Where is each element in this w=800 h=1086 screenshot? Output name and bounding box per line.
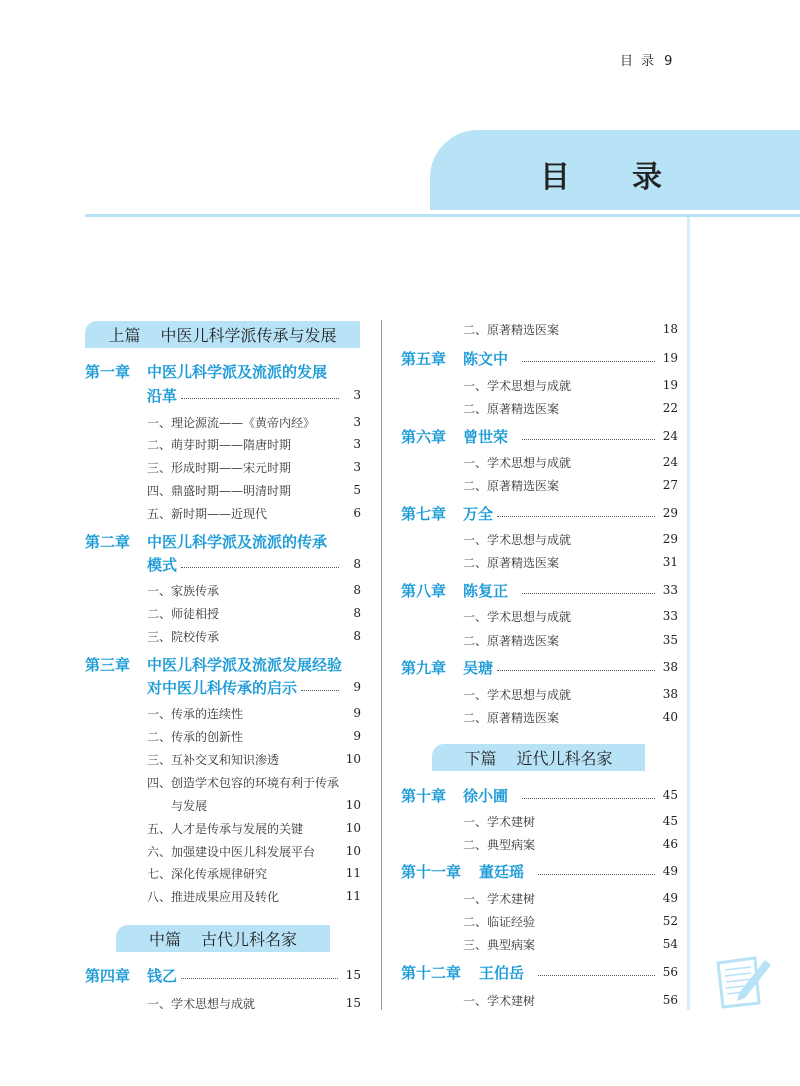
toc-section-entry[interactable] [171, 795, 361, 815]
toc-section-entry[interactable] [463, 707, 678, 727]
toc-section-entry[interactable] [463, 398, 678, 418]
toc-chapter-entry[interactable] [463, 657, 678, 677]
toc-section-entry[interactable] [463, 811, 678, 831]
page-number: 15 [345, 996, 361, 1010]
page-number: 45 [662, 814, 678, 828]
dot-leader [181, 398, 339, 399]
page-number: 8 [353, 583, 361, 597]
section-title: 二、师徒相授 [147, 606, 220, 621]
part-heading [85, 321, 360, 348]
section-title: 二、原著精选医案 [463, 710, 560, 725]
toc-section-entry[interactable] [463, 911, 678, 931]
page-number: 35 [662, 633, 678, 647]
section-title: 六、加强建设中医儿科发展平台 [147, 844, 316, 859]
toc-section-entry[interactable] [463, 375, 678, 395]
chapter-number: 第十二章 [401, 964, 462, 982]
page-number: 10 [345, 844, 361, 858]
chapter-title: 钱乙 [147, 966, 178, 985]
chapter-title: 徐小圃 [463, 786, 509, 805]
page-number: 56 [662, 993, 678, 1007]
section-title: 三、典型病案 [463, 937, 536, 952]
running-head-label: 目 录 [620, 54, 657, 69]
toc-chapter-entry[interactable] [479, 861, 678, 881]
page-number: 6 [353, 506, 361, 520]
chapter-number: 第三章 [85, 656, 131, 674]
toc-section-entry[interactable] [147, 603, 361, 623]
toc-section-entry[interactable] [463, 319, 678, 339]
toc-section-entry[interactable] [463, 834, 678, 854]
toc-section-entry[interactable] [463, 888, 678, 908]
toc-chapter-entry[interactable] [147, 361, 361, 381]
section-title: 二、原著精选医案 [463, 322, 560, 337]
part-title: 近代儿科名家 [516, 749, 613, 768]
dot-leader [522, 798, 655, 799]
chapter-number: 第七章 [401, 505, 447, 523]
page-number: 40 [662, 710, 678, 724]
page-number: 15 [345, 968, 361, 982]
chapter-title: 董廷瑶 [479, 862, 525, 881]
margin-rule [687, 217, 690, 1010]
toc-section-entry[interactable] [463, 475, 678, 495]
section-title: 二、原著精选医案 [463, 401, 560, 416]
page-number: 3 [353, 437, 361, 451]
toc-section-entry[interactable] [463, 684, 678, 704]
page-number: 11 [345, 889, 361, 903]
section-title: 一、学术思想与成就 [147, 996, 256, 1011]
part-title: 古代儿科名家 [201, 930, 298, 949]
page-number: 9 [353, 680, 361, 694]
page-number: 9 [353, 706, 361, 720]
page-number: 10 [345, 821, 361, 835]
running-head [620, 50, 682, 69]
part-heading [116, 925, 330, 952]
page-number: 10 [345, 752, 361, 766]
page-number: 45 [662, 788, 678, 802]
dot-leader [522, 439, 655, 440]
page-number: 9 [664, 54, 675, 69]
page-number: 27 [662, 478, 678, 492]
page-number: 3 [353, 388, 361, 402]
toc-section-entry[interactable] [147, 841, 361, 861]
toc-chapter-entry[interactable] [463, 503, 678, 523]
chapter-title: 沿革 [147, 386, 178, 405]
dot-leader [181, 567, 339, 568]
header-rule [85, 214, 800, 217]
toc-chapter-entry[interactable] [463, 785, 678, 805]
section-title: 五、人才是传承与发展的关键 [147, 821, 304, 836]
toc-section-entry[interactable] [147, 863, 361, 883]
chapter-title: 陈复正 [463, 581, 509, 600]
section-title: 二、萌芽时期——隋唐时期 [147, 437, 292, 452]
chapter-title: 中医儿科学派及流派的传承 [147, 532, 328, 551]
chapter-number: 第八章 [401, 582, 447, 600]
toc-section-entry[interactable] [147, 772, 361, 792]
dot-leader [497, 516, 655, 517]
toc-chapter-entry[interactable] [147, 531, 361, 551]
page-number: 19 [662, 351, 678, 365]
page-number: 11 [345, 866, 361, 880]
toc-section-entry[interactable] [147, 434, 361, 454]
toc-chapter-entry[interactable] [147, 385, 361, 405]
page-title: 目 录 [540, 160, 678, 195]
section-title: 一、学术思想与成就 [463, 687, 572, 702]
toc-section-entry[interactable] [147, 503, 361, 523]
page-number: 8 [353, 629, 361, 643]
chapter-number: 第五章 [401, 350, 447, 368]
toc-chapter-entry[interactable] [479, 962, 678, 982]
page-number: 3 [353, 415, 361, 429]
toc-section-entry[interactable] [463, 452, 678, 472]
chapter-title: 吴瑭 [463, 658, 494, 677]
toc-section-entry[interactable] [147, 412, 361, 432]
part-heading [432, 744, 645, 771]
dot-leader [181, 978, 338, 979]
section-title: 二、临证经验 [463, 914, 536, 929]
chapter-number: 第六章 [401, 428, 447, 446]
page-number: 5 [353, 483, 361, 497]
page-number: 49 [662, 891, 678, 905]
notepad-pencil-icon [715, 955, 775, 1010]
toc-section-entry[interactable] [147, 726, 361, 746]
page-number: 29 [662, 532, 678, 546]
page-number: 8 [353, 606, 361, 620]
section-title: 二、典型病案 [463, 837, 536, 852]
page-number: 18 [662, 322, 678, 336]
toc-section-entry[interactable] [147, 626, 361, 646]
part-label: 中篇 [148, 930, 181, 949]
column-divider [381, 320, 382, 1010]
section-title: 三、形成时期——宋元时期 [147, 460, 292, 475]
toc-section-entry[interactable] [147, 703, 361, 723]
page-number: 49 [662, 864, 678, 878]
page-number: 33 [662, 583, 678, 597]
section-title: 四、创造学术包容的环境有利于传承 [147, 775, 340, 790]
section-title: 二、传承的创新性 [147, 729, 244, 744]
toc-chapter-entry[interactable] [463, 348, 678, 368]
toc-section-entry[interactable] [463, 552, 678, 572]
toc-chapter-entry[interactable] [147, 965, 361, 985]
section-title: 一、学术思想与成就 [463, 455, 572, 470]
toc-section-entry[interactable] [463, 630, 678, 650]
chapter-number: 第十章 [401, 787, 447, 805]
section-title: 一、传承的连续性 [147, 706, 244, 721]
dot-leader [497, 670, 655, 671]
part-label: 下篇 [464, 749, 497, 768]
page-number: 24 [662, 429, 678, 443]
page-number: 38 [662, 687, 678, 701]
toc-chapter-entry[interactable] [147, 554, 361, 574]
chapter-title: 王伯岳 [479, 963, 525, 982]
toc-chapter-entry[interactable] [463, 426, 678, 446]
toc-section-entry[interactable] [147, 480, 361, 500]
chapter-title: 中医儿科学派及流派发展经验 [147, 655, 343, 674]
chapter-title: 模式 [147, 555, 178, 574]
section-title: 一、学术建树 [463, 814, 536, 829]
section-title: 一、理论源流——《黄帝内经》 [147, 415, 316, 430]
page-number: 22 [662, 401, 678, 415]
toc-section-entry[interactable] [463, 990, 678, 1010]
section-title: 一、学术思想与成就 [463, 532, 572, 547]
dot-leader [301, 690, 339, 691]
toc-section-entry[interactable] [147, 580, 361, 600]
section-title: 二、原著精选医案 [463, 633, 560, 648]
page-number: 56 [662, 965, 678, 979]
title-tab [430, 130, 800, 210]
page-number: 19 [662, 378, 678, 392]
chapter-number: 第十一章 [401, 863, 462, 881]
toc-chapter-entry[interactable] [147, 654, 361, 674]
chapter-title: 曾世荣 [463, 427, 509, 446]
toc-section-entry[interactable] [463, 606, 678, 626]
chapter-number: 第九章 [401, 659, 447, 677]
section-title: 与发展 [171, 798, 208, 813]
dot-leader [538, 874, 655, 875]
section-title: 四、鼎盛时期——明清时期 [147, 483, 292, 498]
dot-leader [522, 593, 655, 594]
page-number: 31 [662, 555, 678, 569]
chapter-title: 中医儿科学派及流派的发展 [147, 362, 328, 381]
toc-chapter-entry[interactable] [147, 677, 361, 697]
section-title: 一、学术思想与成就 [463, 609, 572, 624]
page-number: 9 [353, 729, 361, 743]
chapter-title: 对中医儿科传承的启示 [147, 678, 298, 697]
page-number: 46 [662, 837, 678, 851]
section-title: 八、推进成果应用及转化 [147, 889, 280, 904]
toc-section-entry[interactable] [147, 993, 361, 1013]
page-number: 24 [662, 455, 678, 469]
page-number: 52 [662, 914, 678, 928]
section-title: 一、学术思想与成就 [463, 378, 572, 393]
page-number: 8 [353, 557, 361, 571]
chapter-number: 第一章 [85, 363, 131, 381]
dot-leader [522, 361, 655, 362]
page-number: 3 [353, 460, 361, 474]
page-number: 33 [662, 609, 678, 623]
page-number: 54 [662, 937, 678, 951]
section-title: 五、新时期——近现代 [147, 506, 268, 521]
page-number: 10 [345, 798, 361, 812]
toc-section-entry[interactable] [147, 749, 361, 769]
part-title: 中医儿科学派传承与发展 [160, 326, 337, 345]
toc-chapter-entry[interactable] [463, 580, 678, 600]
section-title: 一、学术建树 [463, 993, 536, 1008]
page-number: 38 [662, 660, 678, 674]
section-title: 一、学术建树 [463, 891, 536, 906]
toc-section-entry[interactable] [463, 934, 678, 954]
page-number: 29 [662, 506, 678, 520]
toc-section-entry[interactable] [147, 457, 361, 477]
part-label: 上篇 [108, 326, 141, 345]
section-title: 三、互补交叉和知识渗透 [147, 752, 280, 767]
section-title: 三、院校传承 [147, 629, 220, 644]
section-title: 一、家族传承 [147, 583, 220, 598]
toc-section-entry[interactable] [147, 886, 361, 906]
toc-section-entry[interactable] [147, 818, 361, 838]
chapter-title: 万全 [463, 504, 494, 523]
chapter-number: 第二章 [85, 533, 131, 551]
chapter-title: 陈文中 [463, 349, 509, 368]
section-title: 二、原著精选医案 [463, 555, 560, 570]
toc-section-entry[interactable] [463, 529, 678, 549]
section-title: 二、原著精选医案 [463, 478, 560, 493]
section-title: 七、深化传承规律研究 [147, 866, 268, 881]
chapter-number: 第四章 [85, 967, 131, 985]
dot-leader [538, 975, 655, 976]
